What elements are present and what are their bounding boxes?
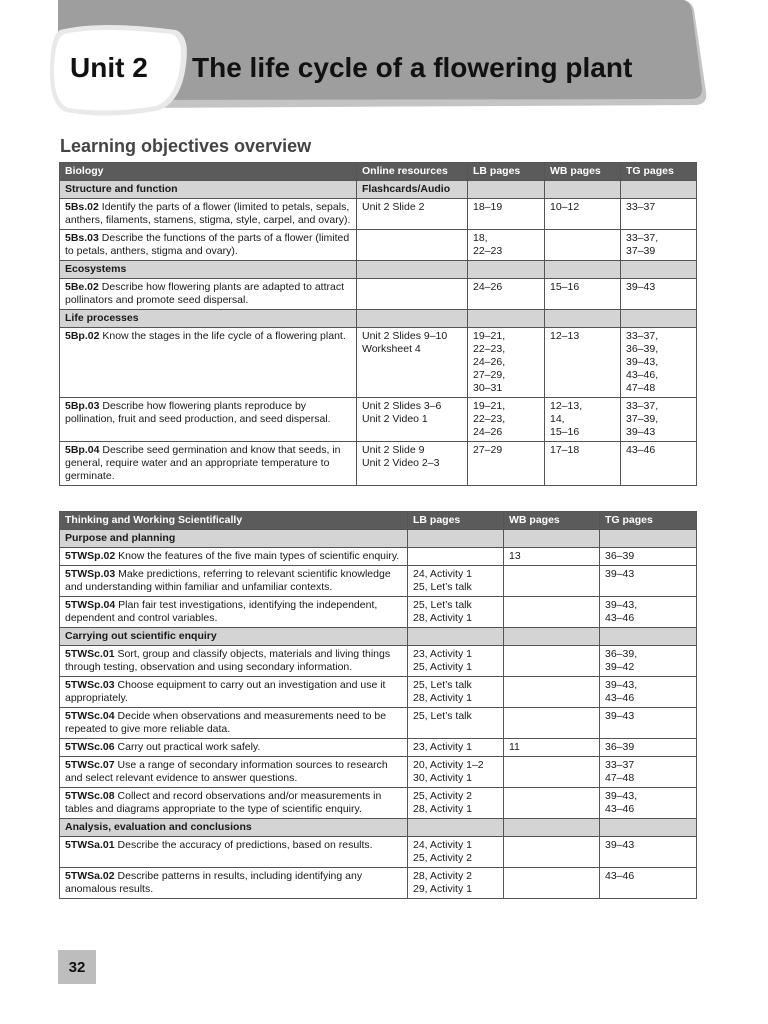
twsc-objectives-table xyxy=(59,511,697,899)
objective-desc: Plan fair test investigations, identifying the independent, dependent and control variables. xyxy=(65,599,378,624)
cell-line: 29, Activity 1 xyxy=(413,883,472,895)
cell-line: 39–43, xyxy=(605,679,638,691)
tg-cell xyxy=(600,597,697,628)
objective-cell xyxy=(60,646,408,677)
section-cell xyxy=(408,530,504,548)
section-cell: Ecosystems xyxy=(60,261,357,279)
objective-desc: Carry out practical work safely. xyxy=(117,741,261,753)
section-row xyxy=(60,819,697,837)
section-cell xyxy=(621,261,697,279)
cell-line: Worksheet 4 xyxy=(362,343,421,355)
cell-line: 18–19 xyxy=(473,201,503,213)
objective-cell xyxy=(60,566,408,597)
cell-line: 27–29, xyxy=(473,369,506,381)
lb-cell xyxy=(408,837,504,868)
column-header: LB pages xyxy=(468,163,545,181)
cell-line: 39–43, xyxy=(605,599,638,611)
objective-desc: Know the stages in the life cycle of a flowering plant. xyxy=(102,330,346,342)
unit-title: The life cycle of a flowering plant xyxy=(192,52,633,83)
cell-line: 25, Let’s talk xyxy=(413,679,472,691)
page-number: 32 xyxy=(58,950,96,984)
objective-desc: Collect and record observations and/or measurements in tables and diagrams appropriate to the type of scientific enquiry. xyxy=(65,790,382,815)
cell-line: 36–39 xyxy=(605,550,635,562)
cell-line: 39–42 xyxy=(605,661,635,673)
table-row xyxy=(60,788,697,819)
online-cell xyxy=(357,398,468,442)
cell-line: 28, Activity 1 xyxy=(413,692,472,704)
cell-line: 25, Let’s talk xyxy=(413,599,472,611)
lb-cell xyxy=(408,739,504,757)
wb-cell xyxy=(504,788,600,819)
tg-cell xyxy=(621,442,697,486)
section-cell xyxy=(621,310,697,328)
tg-cell xyxy=(600,646,697,677)
cell-line: 19–21, xyxy=(473,400,506,412)
wb-cell xyxy=(504,548,600,566)
cell-line: 17–18 xyxy=(550,444,580,456)
cell-line: 24–26 xyxy=(473,426,503,438)
tg-cell xyxy=(600,677,697,708)
cell-line: 28, Activity 1 xyxy=(413,803,472,815)
tg-cell xyxy=(600,757,697,788)
table-row xyxy=(60,677,697,708)
column-header: Biology xyxy=(60,163,357,181)
wb-cell xyxy=(504,677,600,708)
cell-line: 36–39 xyxy=(605,741,635,753)
cell-line: 47–48 xyxy=(605,772,635,784)
table-row xyxy=(60,566,697,597)
lb-cell xyxy=(408,757,504,788)
cell-line: 25, Let’s talk xyxy=(413,581,472,593)
objective-code: 5Bp.04 xyxy=(65,444,100,456)
cell-line: 25, Activity 2 xyxy=(413,790,472,802)
objective-cell xyxy=(60,708,408,739)
wb-cell xyxy=(545,199,621,230)
tg-cell xyxy=(600,566,697,597)
section-cell xyxy=(600,819,697,837)
lb-cell xyxy=(468,230,545,261)
section-row xyxy=(60,530,697,548)
table-row xyxy=(60,708,697,739)
cell-line: 25, Activity 2 xyxy=(413,852,472,864)
cell-line: 28, Activity 2 xyxy=(413,870,472,882)
unit-label: Unit 2 xyxy=(70,52,148,83)
cell-line: 43–46, xyxy=(626,369,659,381)
lb-cell xyxy=(468,442,545,486)
tg-cell xyxy=(600,868,697,899)
tg-cell xyxy=(621,279,697,310)
cell-line: 43–46 xyxy=(605,612,635,624)
cell-line: 22–23, xyxy=(473,343,506,355)
objective-desc: Sort, group and classify objects, materials and living things through testing, observation and using secondary information. xyxy=(65,648,391,673)
column-header: TG pages xyxy=(621,163,697,181)
objective-desc: Choose equipment to carry out an investigation and use it appropriately. xyxy=(65,679,386,704)
cell-line: 33–37 xyxy=(626,201,656,213)
objective-cell xyxy=(60,837,408,868)
cell-line: 37–39, xyxy=(626,413,659,425)
table-row xyxy=(60,398,697,442)
cell-line: 14, xyxy=(550,413,565,425)
objective-cell xyxy=(60,442,357,486)
cell-line: 15–16 xyxy=(550,426,580,438)
cell-line: 43–46 xyxy=(605,692,635,704)
objective-code: 5TWSp.03 xyxy=(65,568,116,580)
objective-cell xyxy=(60,868,408,899)
cell-line: 23, Activity 1 xyxy=(413,741,472,753)
online-cell xyxy=(357,230,468,261)
online-cell xyxy=(357,199,468,230)
lb-cell xyxy=(408,788,504,819)
table-row xyxy=(60,646,697,677)
section-row xyxy=(60,261,697,279)
column-header: TG pages xyxy=(600,512,697,530)
tg-cell xyxy=(600,548,697,566)
cell-line: 43–46 xyxy=(605,803,635,815)
cell-line: Unit 2 Slide 2 xyxy=(362,201,425,213)
cell-line: 30–31 xyxy=(473,382,503,394)
cell-line: 33–37, xyxy=(626,400,659,412)
cell-line: 19–21, xyxy=(473,330,506,342)
section-cell xyxy=(408,819,504,837)
section-heading: Learning objectives overview xyxy=(60,136,312,156)
cell-line: 39–43, xyxy=(626,356,659,368)
objective-code: 5TWSc.03 xyxy=(65,679,115,691)
cell-line: 43–46 xyxy=(605,870,635,882)
cell-line: 18, xyxy=(473,232,488,244)
section-row xyxy=(60,628,697,646)
section-cell xyxy=(504,628,600,646)
cell-line: 39–43 xyxy=(605,710,635,722)
cell-line: 12–13, xyxy=(550,400,583,412)
objective-code: 5TWSc.08 xyxy=(65,790,115,802)
objective-desc: Make predictions, referring to relevant scientific knowledge and understanding within familiar and unfamiliar contexts. xyxy=(65,568,391,593)
column-header: WB pages xyxy=(504,512,600,530)
cell-line: Unit 2 Video 2–3 xyxy=(362,457,440,469)
objective-cell xyxy=(60,328,357,398)
wb-cell xyxy=(504,646,600,677)
section-cell: Life processes xyxy=(60,310,357,328)
lb-cell xyxy=(408,548,504,566)
section-cell xyxy=(600,530,697,548)
section-cell xyxy=(504,819,600,837)
section-cell xyxy=(545,261,621,279)
section-cell: Purpose and planning xyxy=(60,530,408,548)
objective-desc: Know the features of the five main types of scientific enquiry. xyxy=(118,550,400,562)
cell-line: 47–48 xyxy=(626,382,656,394)
section-cell xyxy=(468,310,545,328)
tg-cell xyxy=(621,230,697,261)
online-cell xyxy=(357,328,468,398)
cell-line: 24–26 xyxy=(473,281,503,293)
cell-line: Unit 2 Slides 9–10 xyxy=(362,330,448,342)
wb-cell xyxy=(545,328,621,398)
objective-desc: Describe patterns in results, including identifying any anomalous results. xyxy=(65,870,363,895)
lb-cell xyxy=(468,199,545,230)
lb-cell xyxy=(408,566,504,597)
objective-code: 5Bs.02 xyxy=(65,201,99,213)
cell-line: 13 xyxy=(509,550,521,562)
objective-desc: Use a range of secondary information sources to research and select relevant evidence to answer questions. xyxy=(65,759,388,784)
lb-cell xyxy=(408,708,504,739)
lb-cell xyxy=(468,328,545,398)
objective-cell xyxy=(60,677,408,708)
column-header: Online resources xyxy=(357,163,468,181)
wb-cell xyxy=(504,868,600,899)
table-row xyxy=(60,230,697,261)
cell-line: 12–13 xyxy=(550,330,580,342)
objective-code: 5Bs.03 xyxy=(65,232,99,244)
objective-cell xyxy=(60,757,408,788)
cell-line: 39–43 xyxy=(605,839,635,851)
cell-line: 39–43 xyxy=(626,426,656,438)
cell-line: 25, Activity 1 xyxy=(413,661,472,673)
wb-cell xyxy=(545,442,621,486)
objective-cell xyxy=(60,199,357,230)
cell-line: 22–23 xyxy=(473,245,503,257)
objective-desc: Describe seed germination and know that seeds, in general, require water and an appropriate temperature to germinate. xyxy=(65,444,341,482)
section-cell xyxy=(545,310,621,328)
cell-line: 39–43, xyxy=(605,790,638,802)
section-cell: Carrying out scientific enquiry xyxy=(60,628,408,646)
objective-cell xyxy=(60,398,357,442)
cell-line: 11 xyxy=(509,741,520,753)
cell-line: 33–37, xyxy=(626,232,659,244)
section-cell xyxy=(357,261,468,279)
objective-desc: Identify the parts of a flower (limited to petals, sepals, anthers, filaments, stamens, stigma, style, carpel, and ovary). xyxy=(65,201,351,226)
lb-cell xyxy=(408,677,504,708)
objective-desc: Describe how flowering plants are adapted to attract pollinators and promote seed dispersal. xyxy=(65,281,344,306)
section-cell xyxy=(545,181,621,199)
objective-code: 5TWSp.04 xyxy=(65,599,116,611)
objective-cell xyxy=(60,279,357,310)
cell-line: 33–37 xyxy=(605,759,635,771)
cell-line: 37–39 xyxy=(626,245,656,257)
table-row xyxy=(60,739,697,757)
objective-code: 5Bp.03 xyxy=(65,400,100,412)
table-row xyxy=(60,199,697,230)
lb-cell xyxy=(408,868,504,899)
wb-cell xyxy=(504,757,600,788)
objective-cell xyxy=(60,548,408,566)
table-row xyxy=(60,328,697,398)
lb-cell xyxy=(468,398,545,442)
objective-cell xyxy=(60,230,357,261)
cell-line: 24, Activity 1 xyxy=(413,839,472,851)
objective-code: 5Be.02 xyxy=(65,281,99,293)
objective-code: 5TWSc.06 xyxy=(65,741,115,753)
lb-cell xyxy=(408,646,504,677)
wb-cell xyxy=(504,708,600,739)
section-row xyxy=(60,310,697,328)
cell-line: 43–46 xyxy=(626,444,656,456)
wb-cell xyxy=(545,279,621,310)
table-row xyxy=(60,757,697,788)
cell-line: 28, Activity 1 xyxy=(413,612,472,624)
table-row xyxy=(60,597,697,628)
tg-cell xyxy=(600,739,697,757)
biology-objectives-table xyxy=(59,162,697,486)
column-header: WB pages xyxy=(545,163,621,181)
cell-line: 24–26, xyxy=(473,356,506,368)
cell-line: Unit 2 Video 1 xyxy=(362,413,428,425)
tg-cell xyxy=(621,398,697,442)
table-row xyxy=(60,442,697,486)
online-cell xyxy=(357,279,468,310)
online-cell xyxy=(357,442,468,486)
objective-code: 5Bp.02 xyxy=(65,330,100,342)
objective-code: 5TWSc.01 xyxy=(65,648,115,660)
objective-desc: Describe the functions of the parts of a flower (limited to petals, anthers, stigma and ovary). xyxy=(65,232,350,257)
objective-desc: Describe how flowering plants reproduce by pollination, fruit and seed production, and seed dispersal. xyxy=(65,400,331,425)
cell-line: 25, Let’s talk xyxy=(413,710,472,722)
cell-line: 27–29 xyxy=(473,444,503,456)
tg-cell xyxy=(600,788,697,819)
column-header: LB pages xyxy=(408,512,504,530)
cell-line: 30, Activity 1 xyxy=(413,772,472,784)
cell-line: 33–37, xyxy=(626,330,659,342)
cell-line: 15–16 xyxy=(550,281,580,293)
cell-line: Unit 2 Slide 9 xyxy=(362,444,425,456)
section-cell xyxy=(504,530,600,548)
section-row xyxy=(60,181,697,199)
objective-cell xyxy=(60,788,408,819)
objective-cell xyxy=(60,597,408,628)
section-cell xyxy=(357,310,468,328)
lb-cell xyxy=(468,279,545,310)
tg-cell xyxy=(621,328,697,398)
table-row xyxy=(60,837,697,868)
cell-line: 39–43 xyxy=(626,281,656,293)
wb-cell xyxy=(545,398,621,442)
objective-desc: Decide when observations and measurements need to be repeated to give more reliable data. xyxy=(65,710,387,735)
cell-line: 39–43 xyxy=(605,568,635,580)
cell-line: 20, Activity 1–2 xyxy=(413,759,484,771)
objective-code: 5TWSa.01 xyxy=(65,839,115,851)
cell-line: 36–39, xyxy=(605,648,638,660)
objective-cell xyxy=(60,739,408,757)
cell-line: Unit 2 Slides 3–6 xyxy=(362,400,442,412)
tg-cell xyxy=(600,708,697,739)
cell-line: 22–23, xyxy=(473,413,506,425)
objective-code: 5TWSc.07 xyxy=(65,759,115,771)
section-cell xyxy=(468,181,545,199)
wb-cell xyxy=(504,597,600,628)
cell-line: 23, Activity 1 xyxy=(413,648,472,660)
section-cell: Analysis, evaluation and conclusions xyxy=(60,819,408,837)
section-cell xyxy=(408,628,504,646)
section-cell xyxy=(600,628,697,646)
wb-cell xyxy=(545,230,621,261)
objective-code: 5TWSp.02 xyxy=(65,550,116,562)
objective-desc: Describe the accuracy of predictions, based on results. xyxy=(117,839,373,851)
table-row xyxy=(60,868,697,899)
tg-cell xyxy=(621,199,697,230)
wb-cell xyxy=(504,566,600,597)
table-row xyxy=(60,279,697,310)
section-cell xyxy=(621,181,697,199)
cell-line: 24, Activity 1 xyxy=(413,568,472,580)
section-cell xyxy=(468,261,545,279)
table-row xyxy=(60,548,697,566)
section-cell: Flashcards/Audio xyxy=(357,181,468,199)
objective-code: 5TWSc.04 xyxy=(65,710,115,722)
cell-line: 36–39, xyxy=(626,343,659,355)
objective-code: 5TWSa.02 xyxy=(65,870,115,882)
wb-cell xyxy=(504,837,600,868)
cell-line: 10–12 xyxy=(550,201,580,213)
tg-cell xyxy=(600,837,697,868)
wb-cell xyxy=(504,739,600,757)
lb-cell xyxy=(408,597,504,628)
section-cell: Structure and function xyxy=(60,181,357,199)
column-header: Thinking and Working Scientifically xyxy=(60,512,408,530)
